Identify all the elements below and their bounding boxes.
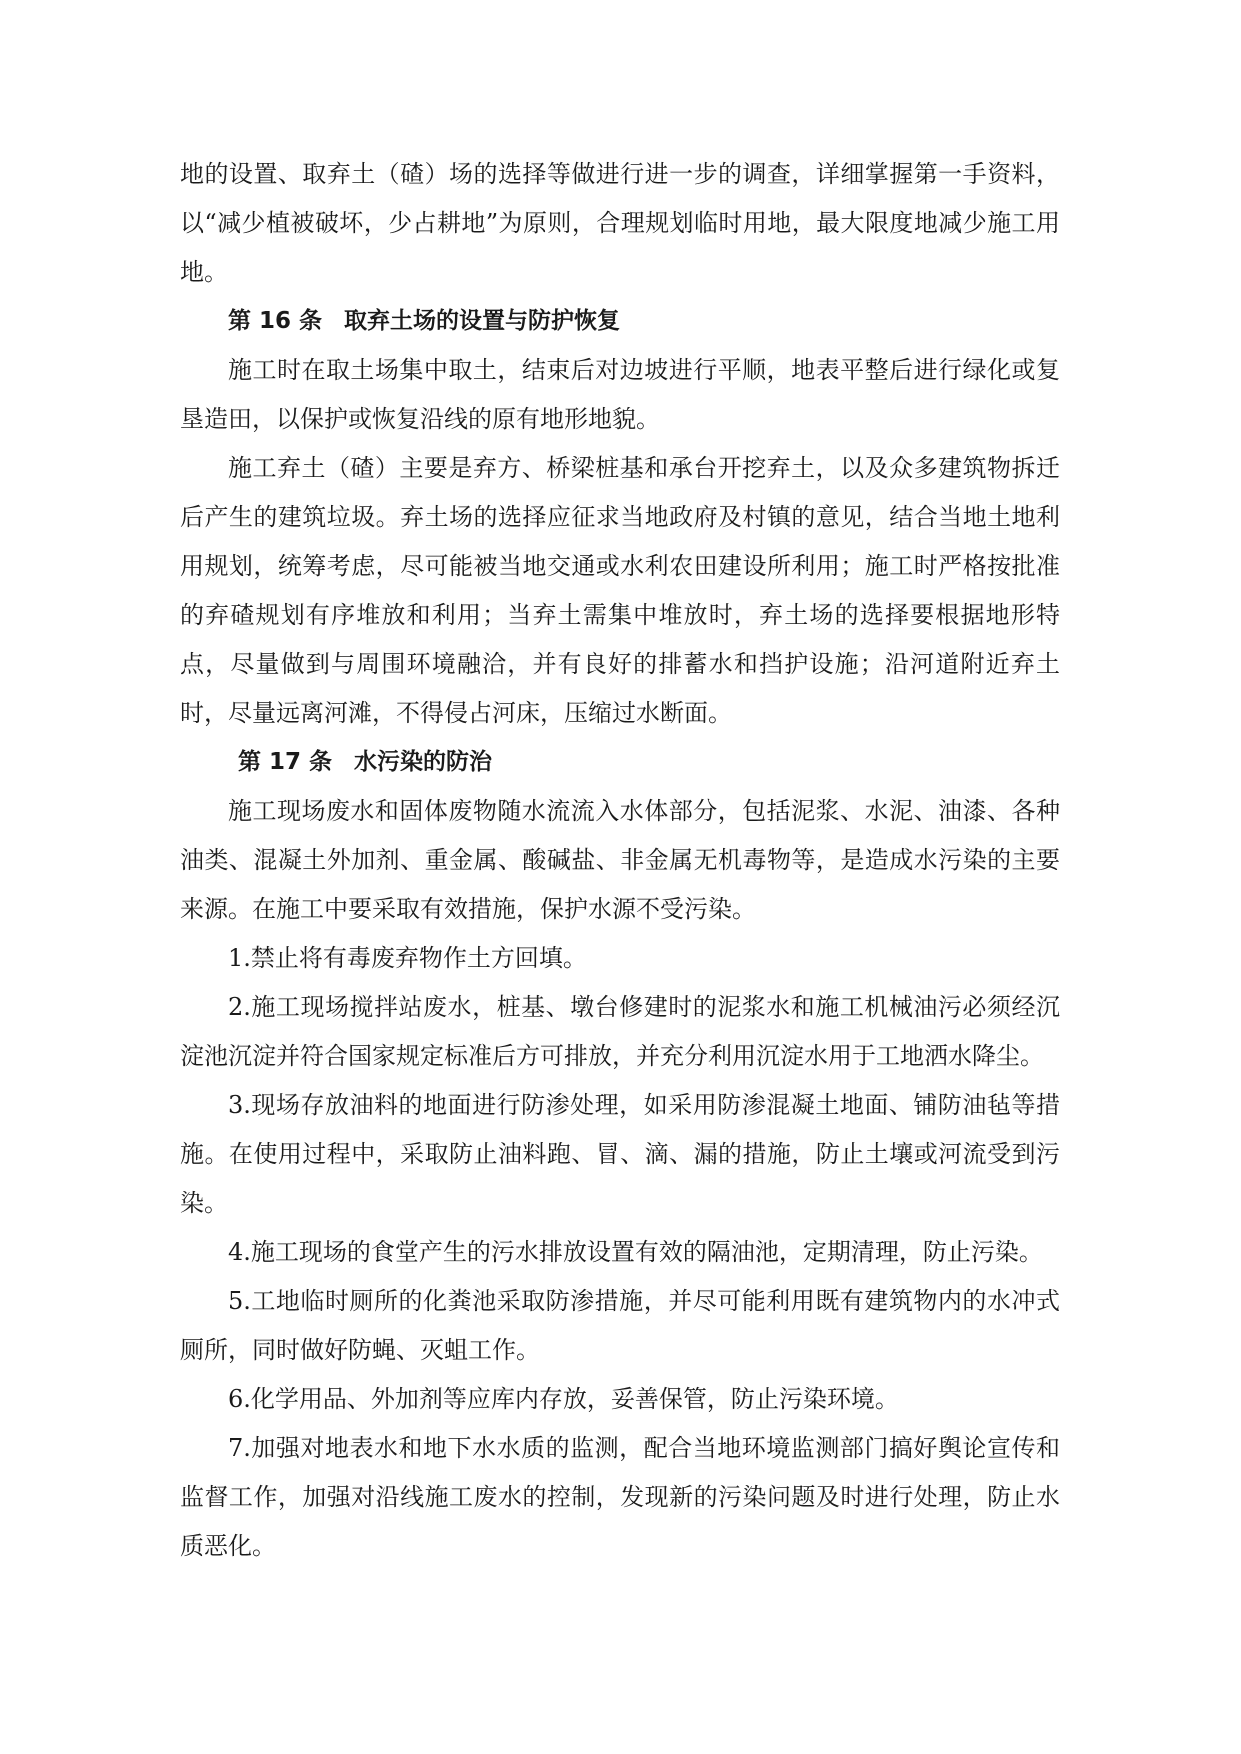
list-item: 3.现场存放油料的地面进行防渗处理，如采用防渗混凝土地面、铺防油毡等措施。在使用过程中，采取防止油料跑、冒、滴、漏的措施，防止土壤或河流受到污染。 — [180, 1091, 1060, 1217]
section-title: 取弃土场的设置与防护恢复 — [344, 308, 621, 334]
paragraph: 施工现场废水和固体废物随水流流入水体部分，包括泥浆、水泥、油漆、各种油类、混凝土外加剂、重金属、酸碱盐、非金属无机毒物等，是造成水污染的主要来源。在施工中要采取有效措施，保护水源不受污染。 — [180, 797, 1060, 923]
section-title: 水污染的防治 — [354, 749, 493, 775]
paragraph-continuation: 地的设置、取弃土（碴）场的选择等做进行进一步的调查，详细掌握第一手资料，以“减少植被破坏，少占耕地”为原则，合理规划临时用地，最大限度地减少施工用地。 — [180, 160, 1060, 286]
list-item: 5.工地临时厕所的化粪池采取防渗措施，并尽可能利用既有建筑物内的水冲式厕所，同时做好防蝇、灭蛆工作。 — [180, 1287, 1060, 1364]
paragraph: 施工时在取土场集中取土，结束后对边坡进行平顺，地表平整后进行绿化或复垦造田，以保护或恢复沿线的原有地形地貌。 — [180, 356, 1060, 433]
paragraph: 施工弃土（碴）主要是弃方、桥梁桩基和承台开挖弃土，以及众多建筑物拆迁后产生的建筑垃圾。弃土场的选择应征求当地政府及村镇的意见，结合当地土地利用规划，统筹考虑，尽可能被当地交通或水利农田建设所利用；施工时严格按批准的弃碴规划有序堆放和利用；当弃土需集中堆放时，弃土场的选择要根据地形特点，尽量做到与周围环境融洽，并有良好的排蓄水和挡护设施；沿河道附近弃土时，尽量远离河滩，不得侵占河床，压缩过水断面。 — [180, 454, 1060, 727]
section-number: 第 16 条 — [228, 308, 323, 334]
list-item: 4.施工现场的食堂产生的污水排放设置有效的隔油池，定期清理，防止污染。 — [228, 1238, 1043, 1266]
list-item: 6.化学用品、外加剂等应库内存放，妥善保管，防止污染环境。 — [228, 1385, 899, 1413]
document-page — [180, 150, 1060, 1571]
section-heading-17 — [180, 738, 1060, 787]
list-item: 7.加强对地表水和地下水水质的监测，配合当地环境监测部门搞好舆论宣传和监督工作，加强对沿线施工废水的控制，发现新的污染问题及时进行处理，防止水质恶化。 — [180, 1434, 1060, 1560]
list-item: 2.施工现场搅拌站废水，桩基、墩台修建时的泥浆水和施工机械油污必须经沉淀池沉淀并符合国家规定标准后方可排放，并充分利用沉淀水用于工地洒水降尘。 — [180, 993, 1060, 1070]
section-number: 第 17 条 — [238, 749, 333, 775]
section-heading-16 — [180, 297, 1060, 346]
list-item: 1.禁止将有毒废弃物作土方回填。 — [228, 944, 587, 972]
